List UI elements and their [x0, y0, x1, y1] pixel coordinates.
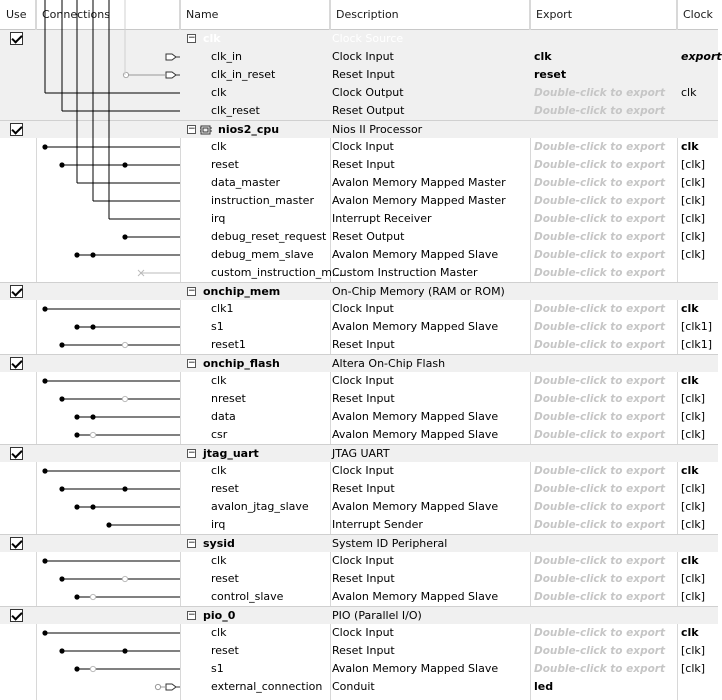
interface-name: s1 [211, 662, 224, 675]
interface-name: reset [211, 158, 239, 171]
clock-field[interactable]: export [681, 50, 722, 63]
interface-row[interactable] [0, 660, 718, 678]
interface-row[interactable] [0, 318, 718, 336]
use-checkbox[interactable] [10, 447, 23, 460]
export-field[interactable]: Double-click to export [534, 159, 665, 171]
interface-description: Avalon Memory Mapped Slave [332, 590, 499, 603]
interface-name: clk [211, 464, 227, 477]
column-header-export[interactable]: Export [530, 0, 677, 30]
interface-row[interactable] [0, 408, 718, 426]
interface-description: Custom Instruction Master [332, 266, 478, 279]
column-header-description[interactable]: Description [330, 0, 530, 30]
component-name: nios2_cpu [218, 123, 280, 136]
collapse-toggle-icon[interactable]: − [188, 358, 196, 368]
interface-row[interactable] [0, 624, 718, 642]
export-field[interactable]: Double-click to export [534, 195, 665, 207]
component-row-pio_0[interactable] [0, 606, 718, 624]
use-checkbox[interactable] [10, 32, 23, 45]
interface-row[interactable] [0, 300, 718, 318]
clock-field[interactable]: [clk] [681, 644, 706, 657]
export-field[interactable]: led [534, 680, 554, 693]
clock-field[interactable] [681, 102, 718, 120]
interface-row[interactable] [0, 570, 718, 588]
interface-description: Reset Input [332, 158, 395, 171]
export-field[interactable]: Double-click to export [534, 501, 665, 513]
interface-name: reset [211, 644, 239, 657]
collapse-toggle-icon[interactable]: − [188, 33, 196, 43]
interface-row[interactable] [0, 66, 718, 84]
component-name: sysid [203, 537, 235, 550]
collapse-toggle-icon[interactable]: − [188, 538, 196, 548]
interface-description: Reset Input [332, 392, 395, 405]
component-row-onchip_flash[interactable] [0, 354, 718, 372]
component-row-clk[interactable] [0, 30, 718, 48]
export-field[interactable]: Double-click to export [534, 627, 665, 639]
clock-field[interactable]: [clk] [681, 572, 706, 585]
interface-description: Clock Input [332, 374, 394, 387]
use-checkbox[interactable] [10, 357, 23, 370]
interface-row[interactable] [0, 642, 718, 660]
column-header-use[interactable]: Use [0, 0, 36, 30]
component-name: onchip_mem [203, 285, 281, 298]
component-description: Clock Source [332, 32, 404, 45]
component-row-nios2_cpu[interactable] [0, 120, 718, 138]
export-field[interactable]: Double-click to export [534, 177, 665, 189]
use-checkbox[interactable] [10, 285, 23, 298]
interface-row[interactable] [0, 174, 718, 192]
component-row-jtag_uart[interactable] [0, 444, 718, 462]
export-field[interactable]: Double-click to export [534, 429, 665, 441]
interface-description: Clock Input [332, 464, 394, 477]
interface-row[interactable] [0, 372, 718, 390]
interface-name: data [211, 410, 236, 423]
interface-description: Avalon Memory Mapped Slave [332, 500, 499, 513]
interface-row[interactable] [0, 480, 718, 498]
column-header-name[interactable]: Name [180, 0, 330, 30]
interface-description: Clock Output [332, 86, 404, 99]
clock-field[interactable]: clk [681, 626, 699, 639]
collapse-toggle-icon[interactable]: − [188, 286, 196, 296]
clock-field[interactable]: [clk] [681, 410, 706, 423]
clock-field[interactable]: [clk] [681, 662, 706, 675]
interface-row[interactable] [0, 678, 718, 696]
interface-row[interactable] [0, 228, 718, 246]
interface-row[interactable] [0, 156, 718, 174]
clock-field[interactable]: clk [681, 374, 699, 387]
interface-row[interactable] [0, 588, 718, 606]
clock-field[interactable]: [clk1] [681, 338, 713, 351]
processor-icon [200, 124, 212, 136]
clock-field[interactable]: [clk] [681, 482, 706, 495]
interface-name: clk [211, 374, 227, 387]
component-description: Altera On-Chip Flash [332, 357, 446, 370]
clock-field[interactable] [681, 678, 718, 696]
interface-description: Reset Output [332, 230, 405, 243]
interface-row[interactable] [0, 390, 718, 408]
interface-name: reset [211, 482, 239, 495]
interface-row[interactable] [0, 246, 718, 264]
interface-row[interactable] [0, 84, 718, 102]
component-name: clk [203, 32, 221, 45]
interface-name: clk [211, 140, 227, 153]
component-description: JTAG UART [332, 447, 390, 460]
interface-description: Reset Input [332, 68, 395, 81]
interface-description: Clock Input [332, 140, 394, 153]
interface-description: Avalon Memory Mapped Slave [332, 410, 499, 423]
collapse-toggle-icon[interactable]: − [188, 124, 196, 134]
interface-row[interactable] [0, 462, 718, 480]
interface-description: Avalon Memory Mapped Slave [332, 662, 499, 675]
interface-name: instruction_master [211, 194, 314, 207]
export-field[interactable]: Double-click to export [534, 375, 665, 387]
component-description: Nios II Processor [332, 123, 423, 136]
interface-name: clk1 [211, 302, 234, 315]
interface-name: clk [211, 86, 227, 99]
interface-name: avalon_jtag_slave [211, 500, 309, 513]
table-header [0, 0, 718, 30]
export-field[interactable]: reset [534, 68, 567, 81]
interface-description: Reset Output [332, 104, 405, 117]
interface-name: clk [211, 554, 227, 567]
clock-field[interactable]: [clk] [681, 230, 706, 243]
export-field[interactable]: Double-click to export [534, 303, 665, 315]
interface-description: Avalon Memory Mapped Slave [332, 248, 499, 261]
use-checkbox[interactable] [10, 123, 23, 136]
interface-row[interactable] [0, 426, 718, 444]
clock-field[interactable]: [clk] [681, 212, 706, 225]
interface-row[interactable] [0, 210, 718, 228]
export-field[interactable]: Double-click to export [534, 483, 665, 495]
clock-field[interactable]: clk [681, 140, 699, 153]
interface-description: Avalon Memory Mapped Slave [332, 428, 499, 441]
clock-field[interactable]: [clk] [681, 500, 706, 513]
export-field[interactable]: Double-click to export [534, 663, 665, 675]
interface-name: debug_mem_slave [211, 248, 314, 261]
component-description: System ID Peripheral [332, 537, 448, 550]
component-name: jtag_uart [203, 447, 259, 460]
interface-name: clk_reset [211, 104, 260, 117]
component-name: pio_0 [203, 609, 236, 622]
interface-name: debug_reset_request [211, 230, 327, 243]
interface-row[interactable] [0, 48, 722, 66]
clock-field[interactable]: [clk1] [681, 320, 713, 333]
interface-description: Avalon Memory Mapped Master [332, 194, 506, 207]
use-checkbox[interactable] [10, 609, 23, 622]
clock-field[interactable]: [clk] [681, 518, 706, 531]
clock-field[interactable]: [clk] [681, 428, 706, 441]
interface-name: external_connection [211, 680, 323, 693]
interface-name: nreset [211, 392, 246, 405]
interface-description: Interrupt Sender [332, 518, 423, 531]
interface-name: clk_in [211, 50, 243, 63]
interface-row[interactable] [0, 516, 718, 534]
interface-name: custom_instruction_m... [211, 266, 343, 279]
interface-name: reset1 [211, 338, 246, 351]
interface-description: Clock Input [332, 302, 394, 315]
interface-description: Avalon Memory Mapped Master [332, 176, 506, 189]
interface-description: Reset Input [332, 482, 395, 495]
column-header-connections[interactable]: Connections [36, 0, 180, 30]
use-checkbox[interactable] [10, 537, 23, 550]
component-row-sysid[interactable] [0, 534, 718, 552]
component-name: onchip_flash [203, 357, 280, 370]
interface-name: reset [211, 572, 239, 585]
interface-description: Conduit [332, 680, 375, 693]
export-field[interactable]: Double-click to export [534, 231, 665, 243]
export-field[interactable]: Double-click to export [534, 555, 665, 567]
clock-field[interactable]: [clk] [681, 248, 706, 261]
clock-field[interactable]: clk [681, 86, 697, 99]
export-field[interactable]: Double-click to export [534, 213, 665, 225]
clock-field[interactable]: [clk] [681, 158, 706, 171]
collapse-toggle-icon[interactable]: − [188, 448, 196, 458]
interface-description: Reset Input [332, 338, 395, 351]
interface-row[interactable] [0, 552, 718, 570]
interface-description: Interrupt Receiver [332, 212, 432, 225]
interface-row[interactable] [0, 102, 718, 120]
interface-name: control_slave [211, 590, 284, 603]
collapse-toggle-icon[interactable]: − [188, 610, 196, 620]
export-field[interactable]: Double-click to export [534, 249, 665, 261]
interface-row[interactable] [0, 498, 718, 516]
clock-field[interactable]: [clk] [681, 590, 706, 603]
export-field[interactable]: Double-click to export [534, 339, 665, 351]
export-field[interactable]: Double-click to export [534, 141, 665, 153]
clock-field[interactable]: clk [681, 302, 699, 315]
export-field[interactable]: Double-click to export [534, 393, 665, 405]
interface-name: irq [211, 212, 226, 225]
interface-name: irq [211, 518, 226, 531]
clock-field[interactable] [681, 66, 718, 84]
export-field[interactable]: Double-click to export [534, 87, 665, 99]
interface-name: data_master [211, 176, 281, 189]
interface-description: Reset Input [332, 572, 395, 585]
export-field[interactable]: Double-click to export [534, 645, 665, 657]
interface-row[interactable] [0, 138, 718, 156]
export-field[interactable]: Double-click to export [534, 105, 665, 117]
clock-field[interactable]: clk [681, 554, 699, 567]
interface-row[interactable] [0, 192, 718, 210]
interface-description: Avalon Memory Mapped Slave [332, 320, 499, 333]
export-field[interactable]: Double-click to export [534, 321, 665, 333]
component-row-onchip_mem[interactable] [0, 282, 718, 300]
export-field[interactable]: Double-click to export [534, 411, 665, 423]
interface-name: clk [211, 626, 227, 639]
export-field[interactable]: clk [534, 50, 552, 63]
interface-row[interactable] [0, 264, 718, 282]
column-header-clock[interactable]: Clock [683, 8, 713, 21]
component-description: On-Chip Memory (RAM or ROM) [332, 285, 505, 298]
interface-description: Reset Input [332, 644, 395, 657]
interface-description: Clock Input [332, 626, 394, 639]
interface-name: csr [211, 428, 228, 441]
interface-row[interactable] [0, 336, 718, 354]
component-description: PIO (Parallel I/O) [332, 609, 422, 622]
interface-name: clk_in_reset [211, 68, 276, 81]
clock-field[interactable]: [clk] [681, 176, 706, 189]
clock-field[interactable]: clk [681, 464, 699, 477]
interface-description: Clock Input [332, 554, 394, 567]
interface-name: s1 [211, 320, 224, 333]
export-field[interactable]: Double-click to export [534, 573, 665, 585]
interface-description: Clock Input [332, 50, 394, 63]
export-field[interactable]: Double-click to export [534, 519, 665, 531]
export-field[interactable]: Double-click to export [534, 591, 665, 603]
export-field[interactable]: Double-click to export [534, 465, 665, 477]
clock-field[interactable]: [clk] [681, 392, 706, 405]
clock-field[interactable] [681, 264, 718, 282]
clock-field[interactable]: [clk] [681, 194, 706, 207]
export-field[interactable]: Double-click to export [534, 267, 665, 279]
